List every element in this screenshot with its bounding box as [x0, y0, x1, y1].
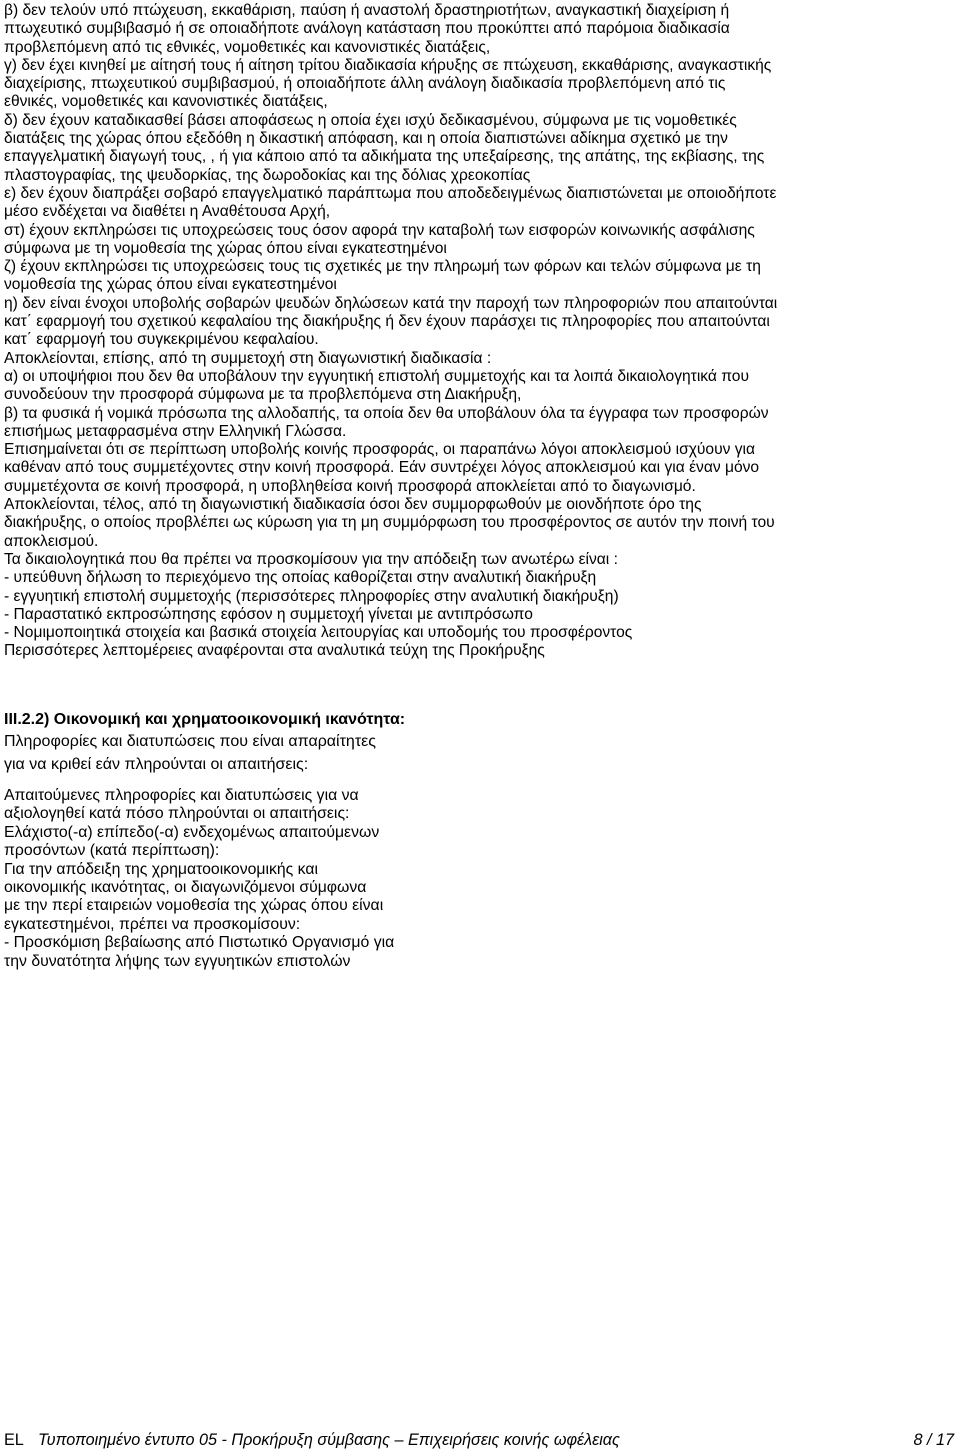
- text-line: καθέναν από τους συμμετέχοντες στην κοινή προσφορά. Εάν συντρέχει λόγος αποκλεισμού και για έναν μόνο: [4, 459, 760, 477]
- text-line: Επισημαίνεται ότι σε περίπτωση υποβολής κοινής προσφοράς, οι παραπάνω λόγοι αποκλεισμού ισχύουν για: [4, 441, 756, 459]
- text-line: προσόντων (κατά περίπτωση):: [4, 842, 220, 860]
- financial-capacity-text: [4, 787, 394, 971]
- text-line: Για την απόδειξη της χρηματοοικονομικής και: [4, 860, 319, 878]
- section-intro-line: Πληροφορίες και διατυπώσεις που είναι απαραίτητες: [4, 733, 376, 751]
- text-line: - Προσκόμιση βεβαίωσης από Πιστωτικό Οργανισμό για: [4, 934, 395, 952]
- text-line: επισήμως μεταφρασμένα στην Ελληνική Γλώσσα.: [4, 422, 347, 440]
- text-line: β) δεν τελούν υπό πτώχευση, εκκαθάριση, παύση ή αναστολή δραστηριοτήτων, αναγκαστική διαχείριση ή: [4, 2, 730, 19]
- text-line: οικονομικής ικανότητας, οι διαγωνιζόμενοι σύμφωνα: [4, 879, 367, 897]
- text-line: β) τα φυσικά ή νομικά πρόσωπα της αλλοδαπής, τα οποία δεν θα υποβάλουν όλα τα έγγραφα των προσφορών: [4, 404, 769, 422]
- text-line: εγκατεστημένοι, πρέπει να προσκομίσουν:: [4, 915, 301, 933]
- text-line: η) δεν είναι ένοχοι υποβολής σοβαρών ψευδών δηλώσεων κατά την παροχή των πληροφοριών που απαιτούνται: [4, 294, 778, 312]
- text-line: εθνικές, νομοθετικές και κανονιστικές διατάξεις,: [4, 93, 328, 111]
- text-line: την δυνατότητα λήψης των εγγυητικών επιστολών: [4, 952, 351, 970]
- footer-page-number: 8 / 17: [913, 1431, 954, 1449]
- text-line: αποκλεισμού.: [4, 532, 99, 550]
- text-line: διατάξεις της χώρας όπου εξεδόθη η δικαστική απόφαση, και η οποία διαπιστώνει αδίκημα σχετικό με την: [4, 130, 728, 148]
- section-heading: [4, 709, 405, 731]
- text-line: Τα δικαιολογητικά που θα πρέπει να προσκομίσουν για την απόδειξη των ανωτέρω είναι :: [4, 550, 618, 568]
- text-line: στ) έχουν εκπληρώσει τις υποχρεώσεις τους όσον αφορά την καταβολή των εισφορών κοινωνικής ασφάλισης: [4, 221, 755, 239]
- text-line: μέσο ενδέχεται να διαθέτει η Αναθέτουσα Αρχή,: [4, 203, 331, 221]
- text-line: διαχείρισης, πτωχευτικού συμβιβασμού, ή οποιαδήποτε άλλη ανάλογη διαδικασία προβλεπόμενη από τις: [4, 75, 726, 93]
- text-line: σύμφωνα με τη νομοθεσία της χώρας όπου είναι εγκατεστημένοι: [4, 239, 447, 257]
- text-line: ζ) έχουν εκπληρώσει τις υποχρεώσεις τους τις σχετικές με την πληρωμή των φόρων και τελών σύμφωνα με τη: [4, 258, 761, 276]
- text-line: διακήρυξης, ο οποίος προβλέπει ως κύρωση για τη μη συμμόρφωση του προσφέροντος σε αυτόν την ποινή του: [4, 514, 775, 532]
- text-line: - υπεύθυνη δήλωση το περιεχόμενο της οποίας καθορίζεται στην αναλυτική διακήρυξη: [4, 569, 597, 587]
- section-title: Οικονομική και χρηματοοικονομική ικανότητα:: [49, 711, 406, 728]
- exclusion-criteria-text: [4, 2, 777, 661]
- text-line: αξιολογηθεί κατά πόσο πληρούνται οι απαιτήσεις:: [4, 805, 350, 823]
- text-line: δ) δεν έχουν καταδικασθεί βάσει αποφάσεως η οποία έχει ισχύ δεδικασμένου, σύμφωνα με τις νομοθετικές: [4, 111, 737, 129]
- footer-document-title: Τυποποιημένο έντυπο 05 - Προκήρυξη σύμβασης – Επιχειρήσεις κοινής ωφέλειας: [38, 1431, 620, 1449]
- section-number: III.2.2): [4, 711, 50, 728]
- section-header: [4, 709, 405, 776]
- text-line: πτωχευτικό συμβιβασμό ή σε οποιαδήποτε ανάλογη κατάσταση που προκύπτει από παρόμοια διαδικασία: [4, 20, 730, 38]
- text-line: συνοδεύουν την προσφορά σύμφωνα με τα προβλεπόμενα στη Διακήρυξη,: [4, 386, 522, 404]
- text-line: Αποκλείονται, επίσης, από τη συμμετοχή στη διαγωνιστική διαδικασία :: [4, 349, 492, 367]
- text-line: Απαιτούμενες πληροφορίες και διατυπώσεις για να: [4, 787, 359, 804]
- text-line: πλαστογραφίας, της ψευδορκίας, της δωροδοκίας και της δόλιας χρεοκοπίας: [4, 166, 531, 184]
- section-intro-line: για να κριθεί εάν πληρούνται οι απαιτήσεις:: [4, 755, 309, 773]
- footer-language-code: EL: [4, 1431, 24, 1449]
- text-line: γ) δεν έχει κινηθεί με αίτησή τους ή αίτηση τρίτου διαδικασία κήρυξης σε πτώχευση, εκκαθάρισης, αναγκαστικής: [4, 56, 772, 74]
- text-line: α) οι υποψήφιοι που δεν θα υποβάλουν την εγγυητική επιστολή συμμετοχής και τα λοιπά δικαιολογητικά που: [4, 367, 749, 385]
- text-line: με την περί εταιρειών νομοθεσία της χώρας όπου είναι: [4, 897, 384, 915]
- text-line: συμμετέχοντα σε κοινή προσφορά, η υποβληθείσα κοινή προσφορά αποκλείεται από το διαγωνισμό.: [4, 477, 696, 495]
- text-line: - Νομιμοποιητικά στοιχεία και βασικά στοιχεία λειτουργίας και υποδομής του προσφέροντος: [4, 624, 633, 642]
- text-line: νομοθεσία της χώρας όπου είναι εγκατεστημένοι: [4, 276, 337, 294]
- text-line: κατ΄ εφαρμογή του συγκεκριμένου κεφαλαίου.: [4, 331, 319, 349]
- text-line: Ελάχιστο(-α) επίπεδο(-α) ενδεχομένως απαιτούμενων: [4, 823, 380, 841]
- text-line: Περισσότερες λεπτομέρειες αναφέρονται στα αναλυτικά τεύχη της Προκήρυξης: [4, 642, 545, 660]
- text-line: ε) δεν έχουν διαπράξει σοβαρό επαγγελματικό παράπτωμα που αποδεδειγμένως διαπιστώνεται με οποιοδήποτε: [4, 184, 777, 202]
- text-line: προβλεπόμενη από τις εθνικές, νομοθετικές και κανονιστικές διατάξεις,: [4, 38, 491, 56]
- text-line: επαγγελματική διαγωγή τους, , ή για κάποιο από τα αδικήματα της υπεξαίρεσης, της απάτης, της εκβίασης, της: [4, 148, 765, 166]
- page-footer: [4, 1429, 954, 1451]
- text-line: κατ΄ εφαρμογή του σχετικού κεφαλαίου της διακήρυξης ή δεν έχουν παράσχει τις πληροφορίες που απαιτούνται: [4, 313, 770, 331]
- text-line: - Παραστατικό εκπροσώπησης εφόσον η συμμετοχή γίνεται με αντιπρόσωπο: [4, 605, 533, 623]
- text-line: - εγγυητική επιστολή συμμετοχής (περισσότερες πληροφορίες στην αναλυτική διακήρυξη): [4, 587, 619, 605]
- text-line: Αποκλείονται, τέλος, από τη διαγωνιστική διαδικασία όσοι δεν συμμορφωθούν με οιονδήποτε όρο της: [4, 496, 702, 514]
- document-page: [4, 0, 956, 1450]
